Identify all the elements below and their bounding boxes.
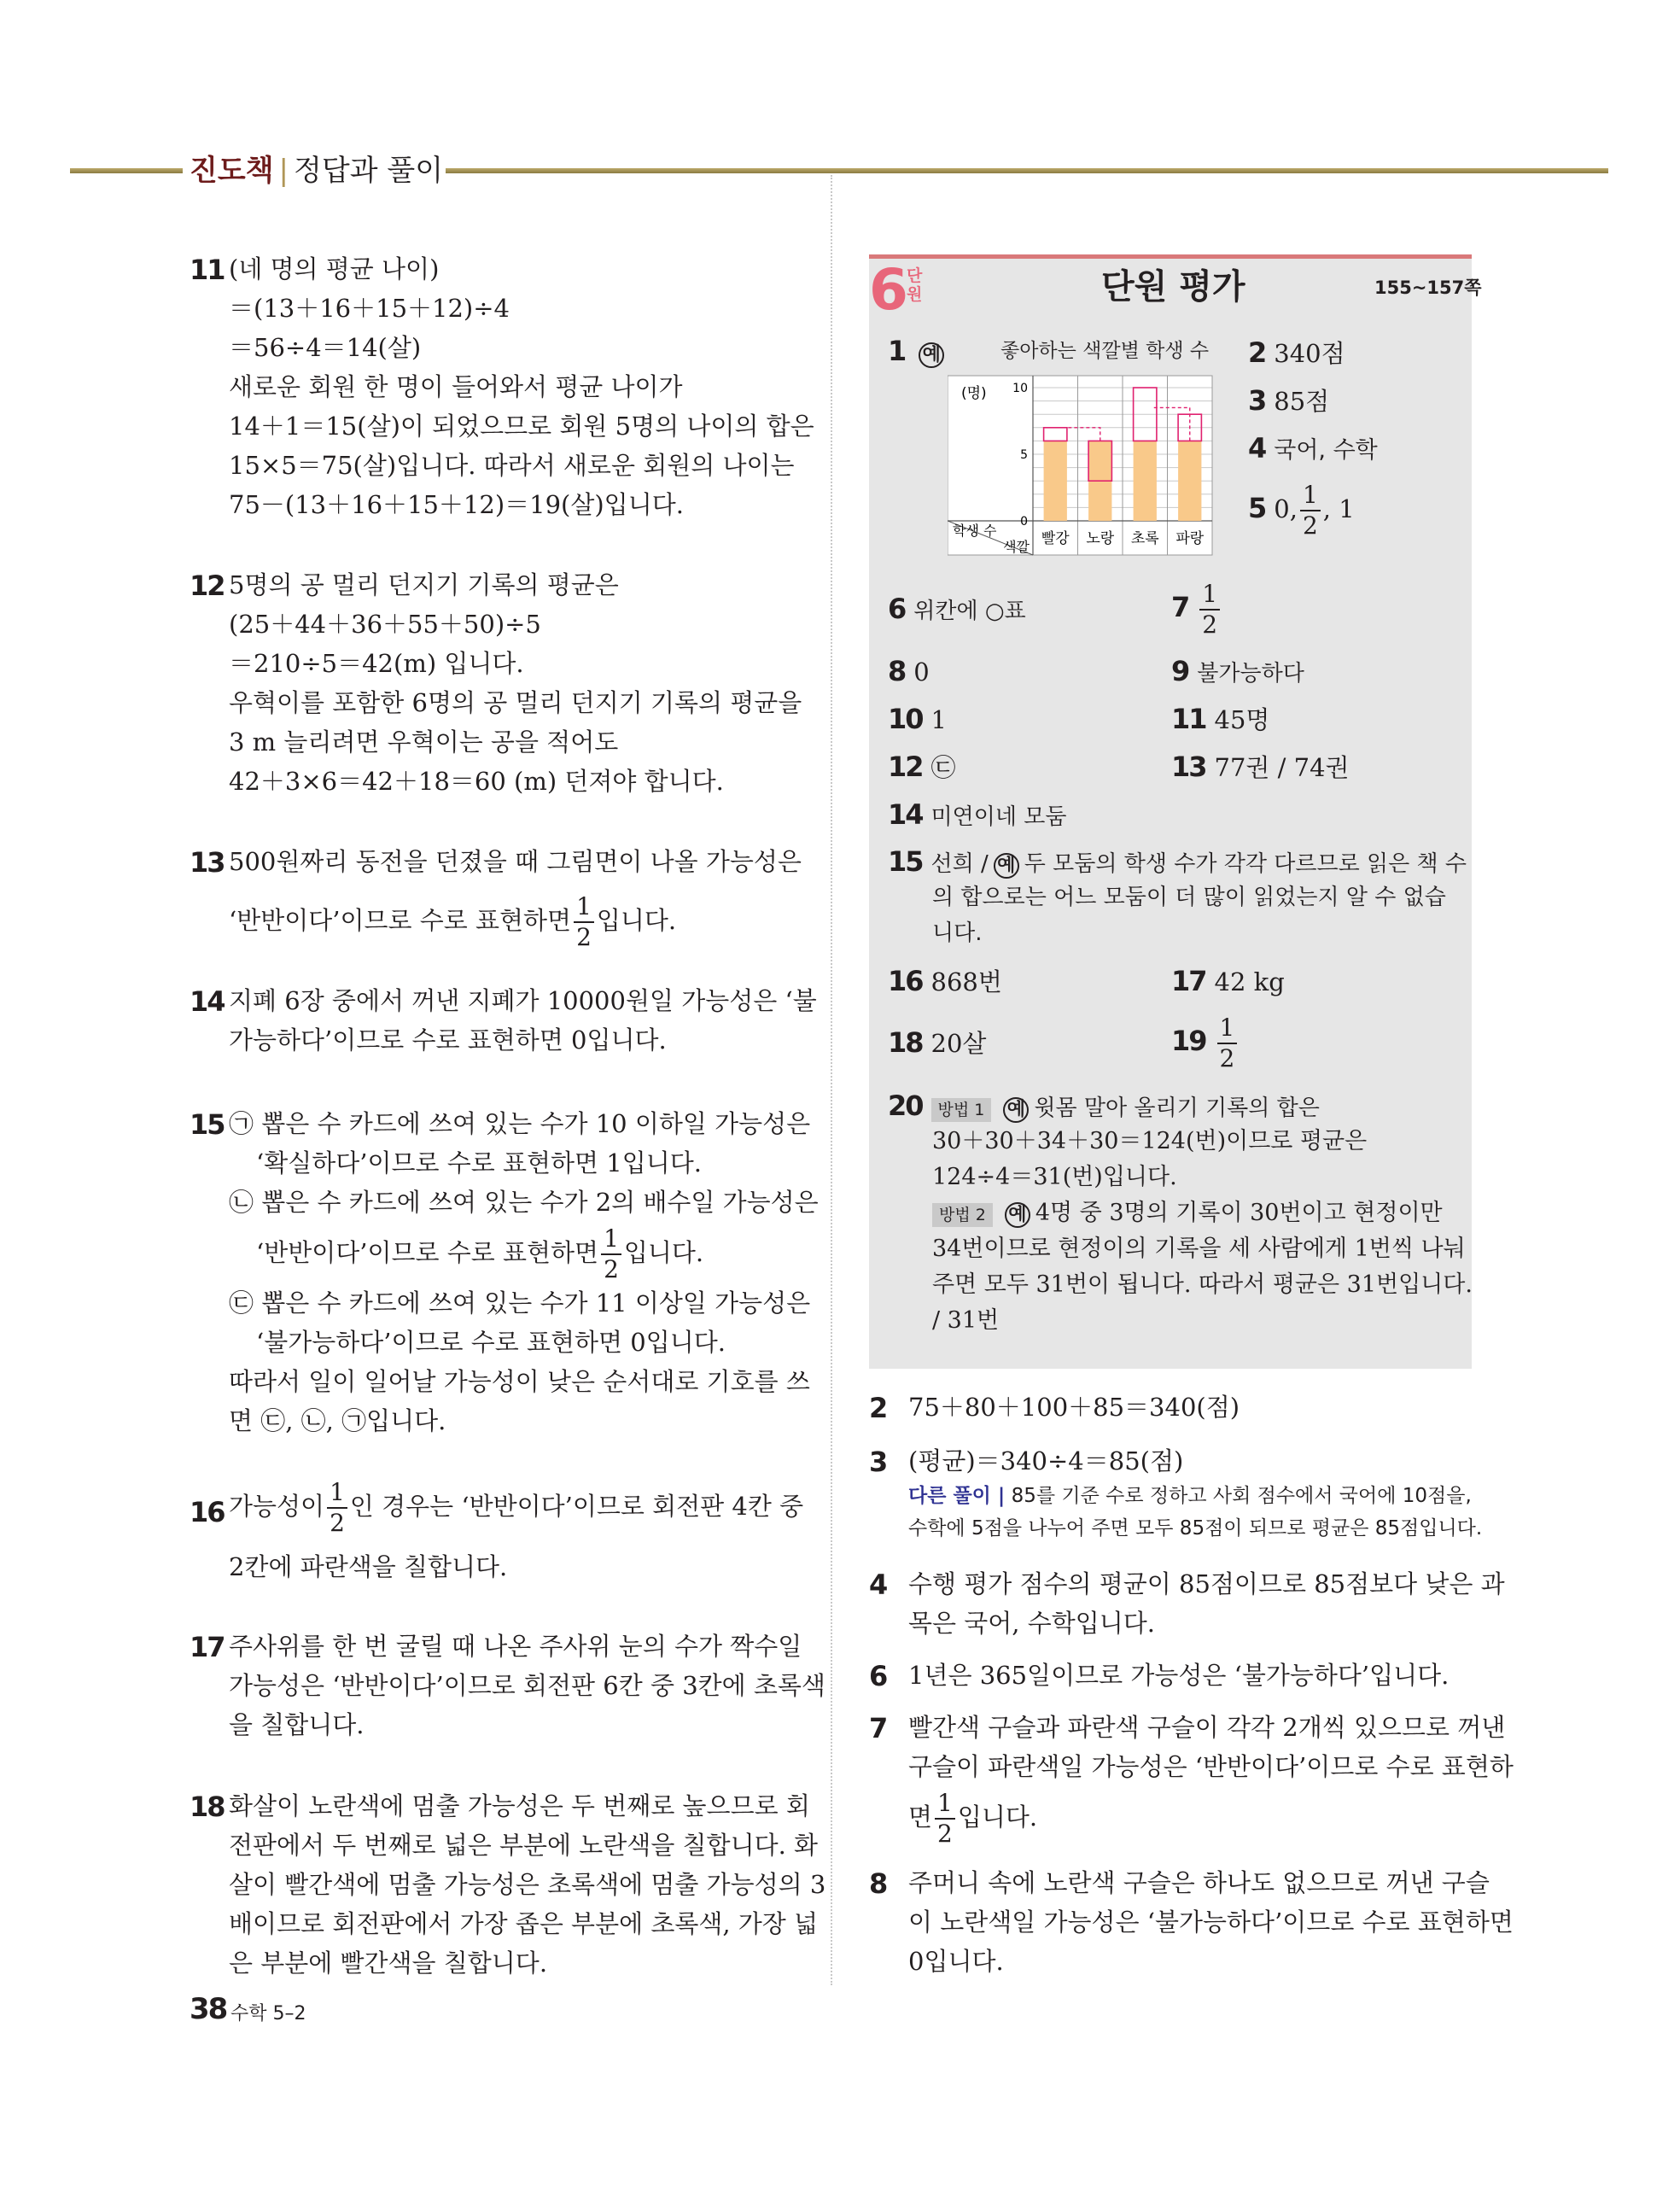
solution-line: 75－(13＋16＋15＋12)＝19(살)입니다. xyxy=(229,490,684,519)
header-book: 진도책 xyxy=(190,154,274,188)
category-label: 초록 xyxy=(1130,530,1159,547)
alt-solution-label: 다른 풀이 | xyxy=(908,1485,1006,1507)
solution-line: 을 칠합니다. xyxy=(229,1710,365,1739)
solution-line: 가능성이 xyxy=(229,1492,325,1521)
solution-line: (네 명의 평균 나이) xyxy=(229,254,440,283)
answer-number: 1 xyxy=(888,335,906,367)
solution-line: ‘확실하다’이므로 수로 표현하면 1입니다. xyxy=(256,1148,702,1177)
chart-title: 좋아하는 색깔별 학생 수 xyxy=(1000,340,1210,362)
answer-8: 8 0 xyxy=(888,655,930,687)
question-number: 11 xyxy=(190,254,225,286)
solution-line: ＝210÷5＝42(m) 입니다. xyxy=(229,649,524,678)
solution-line: 전판에서 두 번째로 넓은 부분에 노란색을 칠합니다. 화 xyxy=(229,1831,819,1860)
answer-14: 14 미연이네 모둠 xyxy=(888,798,1067,831)
solution-line: 2칸에 파란색을 칠합니다. xyxy=(229,1552,508,1581)
unit-label: 단 원 xyxy=(907,266,923,304)
solution-line: 42＋3×6＝42＋18＝60 (m) 던져야 합니다. xyxy=(229,767,724,796)
method-2-badge: 방법 2 xyxy=(932,1203,993,1227)
header-section: 정답과 풀이 xyxy=(294,154,444,188)
answer-5: 5 0, $\frac{1}{2}$ , 1 xyxy=(1248,481,1355,540)
question-number: 15 xyxy=(190,1108,225,1141)
corner-label-bottom: 색깔 xyxy=(1003,539,1030,555)
fraction-half: $\frac{1}{2}$ xyxy=(1217,1016,1238,1071)
solution-line: 3 m 늘리려면 우혁이는 공을 적어도 xyxy=(229,727,619,757)
category-label: 빨강 xyxy=(1041,530,1070,547)
example-mark: 예 xyxy=(919,342,944,368)
fraction-half: $\frac{1}{2}$ xyxy=(1199,582,1220,637)
category-label: 파랑 xyxy=(1175,530,1205,547)
answer-3: 3 85점 xyxy=(1248,384,1330,417)
bar xyxy=(1134,441,1157,521)
fraction-half: $\frac{1}{2}$ xyxy=(935,1791,955,1846)
solution-line: ‘반반이다’이므로 수로 표현하면 xyxy=(256,1238,599,1267)
solution-line: 15×5＝75(살)입니다. 따라서 새로운 회원의 나이는 xyxy=(229,451,795,480)
solution-line: 살이 빨간색에 멈출 가능성은 초록색에 멈출 가능성의 3 xyxy=(229,1870,826,1899)
answer-2: 2 340점 xyxy=(1248,336,1345,369)
answer-6: 6 위칸에 ○표 xyxy=(888,593,1026,625)
page-subject: 수학 5–2 xyxy=(230,2003,306,2024)
solution-line: 은 부분에 빨간색을 칠합니다. xyxy=(229,1949,548,1978)
question-number: 13 xyxy=(190,846,225,879)
answer-11: 11 45명 xyxy=(1171,703,1270,735)
y-tick-label: 5 xyxy=(1020,448,1028,462)
panel-title: 단원 평가 xyxy=(1101,267,1245,307)
page-number: 38 xyxy=(190,1992,227,2026)
answer-13: 13 77권 / 74권 xyxy=(1171,751,1350,783)
answer-17: 17 42 kg xyxy=(1171,965,1285,997)
question-number: 16 xyxy=(190,1496,225,1528)
y-tick-label: 0 xyxy=(1020,515,1028,529)
solution-line: 새로운 회원 한 명이 들어와서 평균 나이가 xyxy=(229,372,683,401)
unit-number: 6 xyxy=(869,257,908,323)
header-rule-left xyxy=(70,168,183,173)
solution-line: ＝56÷4＝14(살) xyxy=(229,333,422,362)
y-tick-label: 10 xyxy=(1012,382,1028,395)
solution-line: ㉢ 뽑은 수 카드에 쓰여 있는 수가 11 이상일 가능성은 xyxy=(229,1288,811,1318)
solution-line: ＝(13＋16＋15＋12)÷4 xyxy=(229,294,510,323)
solution-line: 화살이 노란색에 멈출 가능성은 두 번째로 높으므로 회 xyxy=(229,1791,810,1820)
solution-line: 우혁이를 포함한 6명의 공 멀리 던지기 기록의 평균을 xyxy=(229,688,802,717)
solution-line: 주사위를 한 번 굴릴 때 나온 주사위 눈의 수가 짝수일 xyxy=(229,1632,802,1661)
bar-chart xyxy=(948,369,1221,565)
fraction-half: $\frac{1}{2}$ xyxy=(327,1481,347,1535)
question-number: 18 xyxy=(190,1791,225,1823)
answer-10: 10 1 xyxy=(888,703,947,735)
fraction-half: $\frac{1}{2}$ xyxy=(1300,483,1321,538)
question-number: 17 xyxy=(190,1631,225,1663)
fraction-half: $\frac{1}{2}$ xyxy=(601,1227,621,1282)
solution-line: 면 ㉢, ㉡, ㉠입니다. xyxy=(229,1406,446,1435)
header-rule-right xyxy=(446,168,1608,173)
solution-line: ㉠ 뽑은 수 카드에 쓰여 있는 수가 10 이하일 가능성은 xyxy=(229,1109,811,1138)
solution-line: 가능성은 ‘반반이다’이므로 회전판 6칸 중 3칸에 초록색 xyxy=(229,1671,825,1700)
question-number: 12 xyxy=(190,570,225,602)
solution-line: ‘반반이다’이므로 수로 표현하면 xyxy=(229,906,572,935)
answer-1 xyxy=(888,333,949,370)
method-1-badge: 방법 1 xyxy=(931,1098,992,1122)
corner-label-top: 학생 수 xyxy=(953,523,997,539)
column-divider xyxy=(831,175,832,1985)
question-number: 14 xyxy=(190,985,225,1018)
fraction-half: $\frac{1}{2}$ xyxy=(574,895,594,949)
answer-7: 7 $\frac{1}{2}$ xyxy=(1171,582,1222,637)
solution-line: ‘불가능하다’이므로 수로 표현하면 0입니다. xyxy=(256,1328,726,1357)
solution-line: (25＋44＋36＋55＋50)÷5 xyxy=(229,610,541,639)
solution-line: 14＋1＝15(살)이 되었으므로 회원 5명의 나이의 합은 xyxy=(229,412,814,441)
answer-12: 12 ㉢ xyxy=(888,751,956,783)
example-mark: 예 xyxy=(1003,1097,1029,1123)
answer-16: 16 868번 xyxy=(888,965,1002,997)
category-label: 노랑 xyxy=(1086,530,1115,547)
solution-line: ㉡ 뽑은 수 카드에 쓰여 있는 수가 2의 배수일 가능성은 xyxy=(229,1188,819,1217)
header-title xyxy=(190,152,443,190)
solution-line: 500원짜리 동전을 던졌을 때 그림면이 나올 가능성은 xyxy=(229,847,802,876)
answer-4: 4 국어, 수학 xyxy=(1248,432,1378,464)
solution-line: 지폐 6장 중에서 꺼낸 지폐가 10000원일 가능성은 ‘불 xyxy=(229,986,817,1015)
header-separator: | xyxy=(278,154,289,188)
answer-9: 9 불가능하다 xyxy=(1171,655,1304,687)
panel-pages: 155~157쪽 xyxy=(1374,278,1482,298)
solution-line: 입니다. xyxy=(596,906,677,935)
answer-19: 19 $\frac{1}{2}$ xyxy=(1171,1016,1240,1071)
answer-18: 18 20살 xyxy=(888,1026,987,1059)
solution-line: 5명의 공 멀리 던지기 기록의 평균은 xyxy=(229,570,619,599)
solution-line: 가능하다’이므로 수로 표현하면 0입니다. xyxy=(229,1025,667,1055)
solution-line: 배이므로 회전판에서 가장 좁은 부분에 초록색, 가장 넓 xyxy=(229,1909,819,1938)
y-axis-unit: (명) xyxy=(961,385,987,402)
example-mark: 예 xyxy=(994,853,1019,879)
solution-line: 인 경우는 ‘반반이다’이므로 회전판 4칸 중 xyxy=(349,1492,804,1521)
bar xyxy=(1178,441,1201,521)
bar xyxy=(1044,441,1067,521)
solution-line: 따라서 일이 일어날 가능성이 낮은 순서대로 기호를 쓰 xyxy=(229,1367,810,1396)
solution-line: 입니다. xyxy=(623,1238,704,1267)
example-mark: 예 xyxy=(1005,1202,1030,1228)
